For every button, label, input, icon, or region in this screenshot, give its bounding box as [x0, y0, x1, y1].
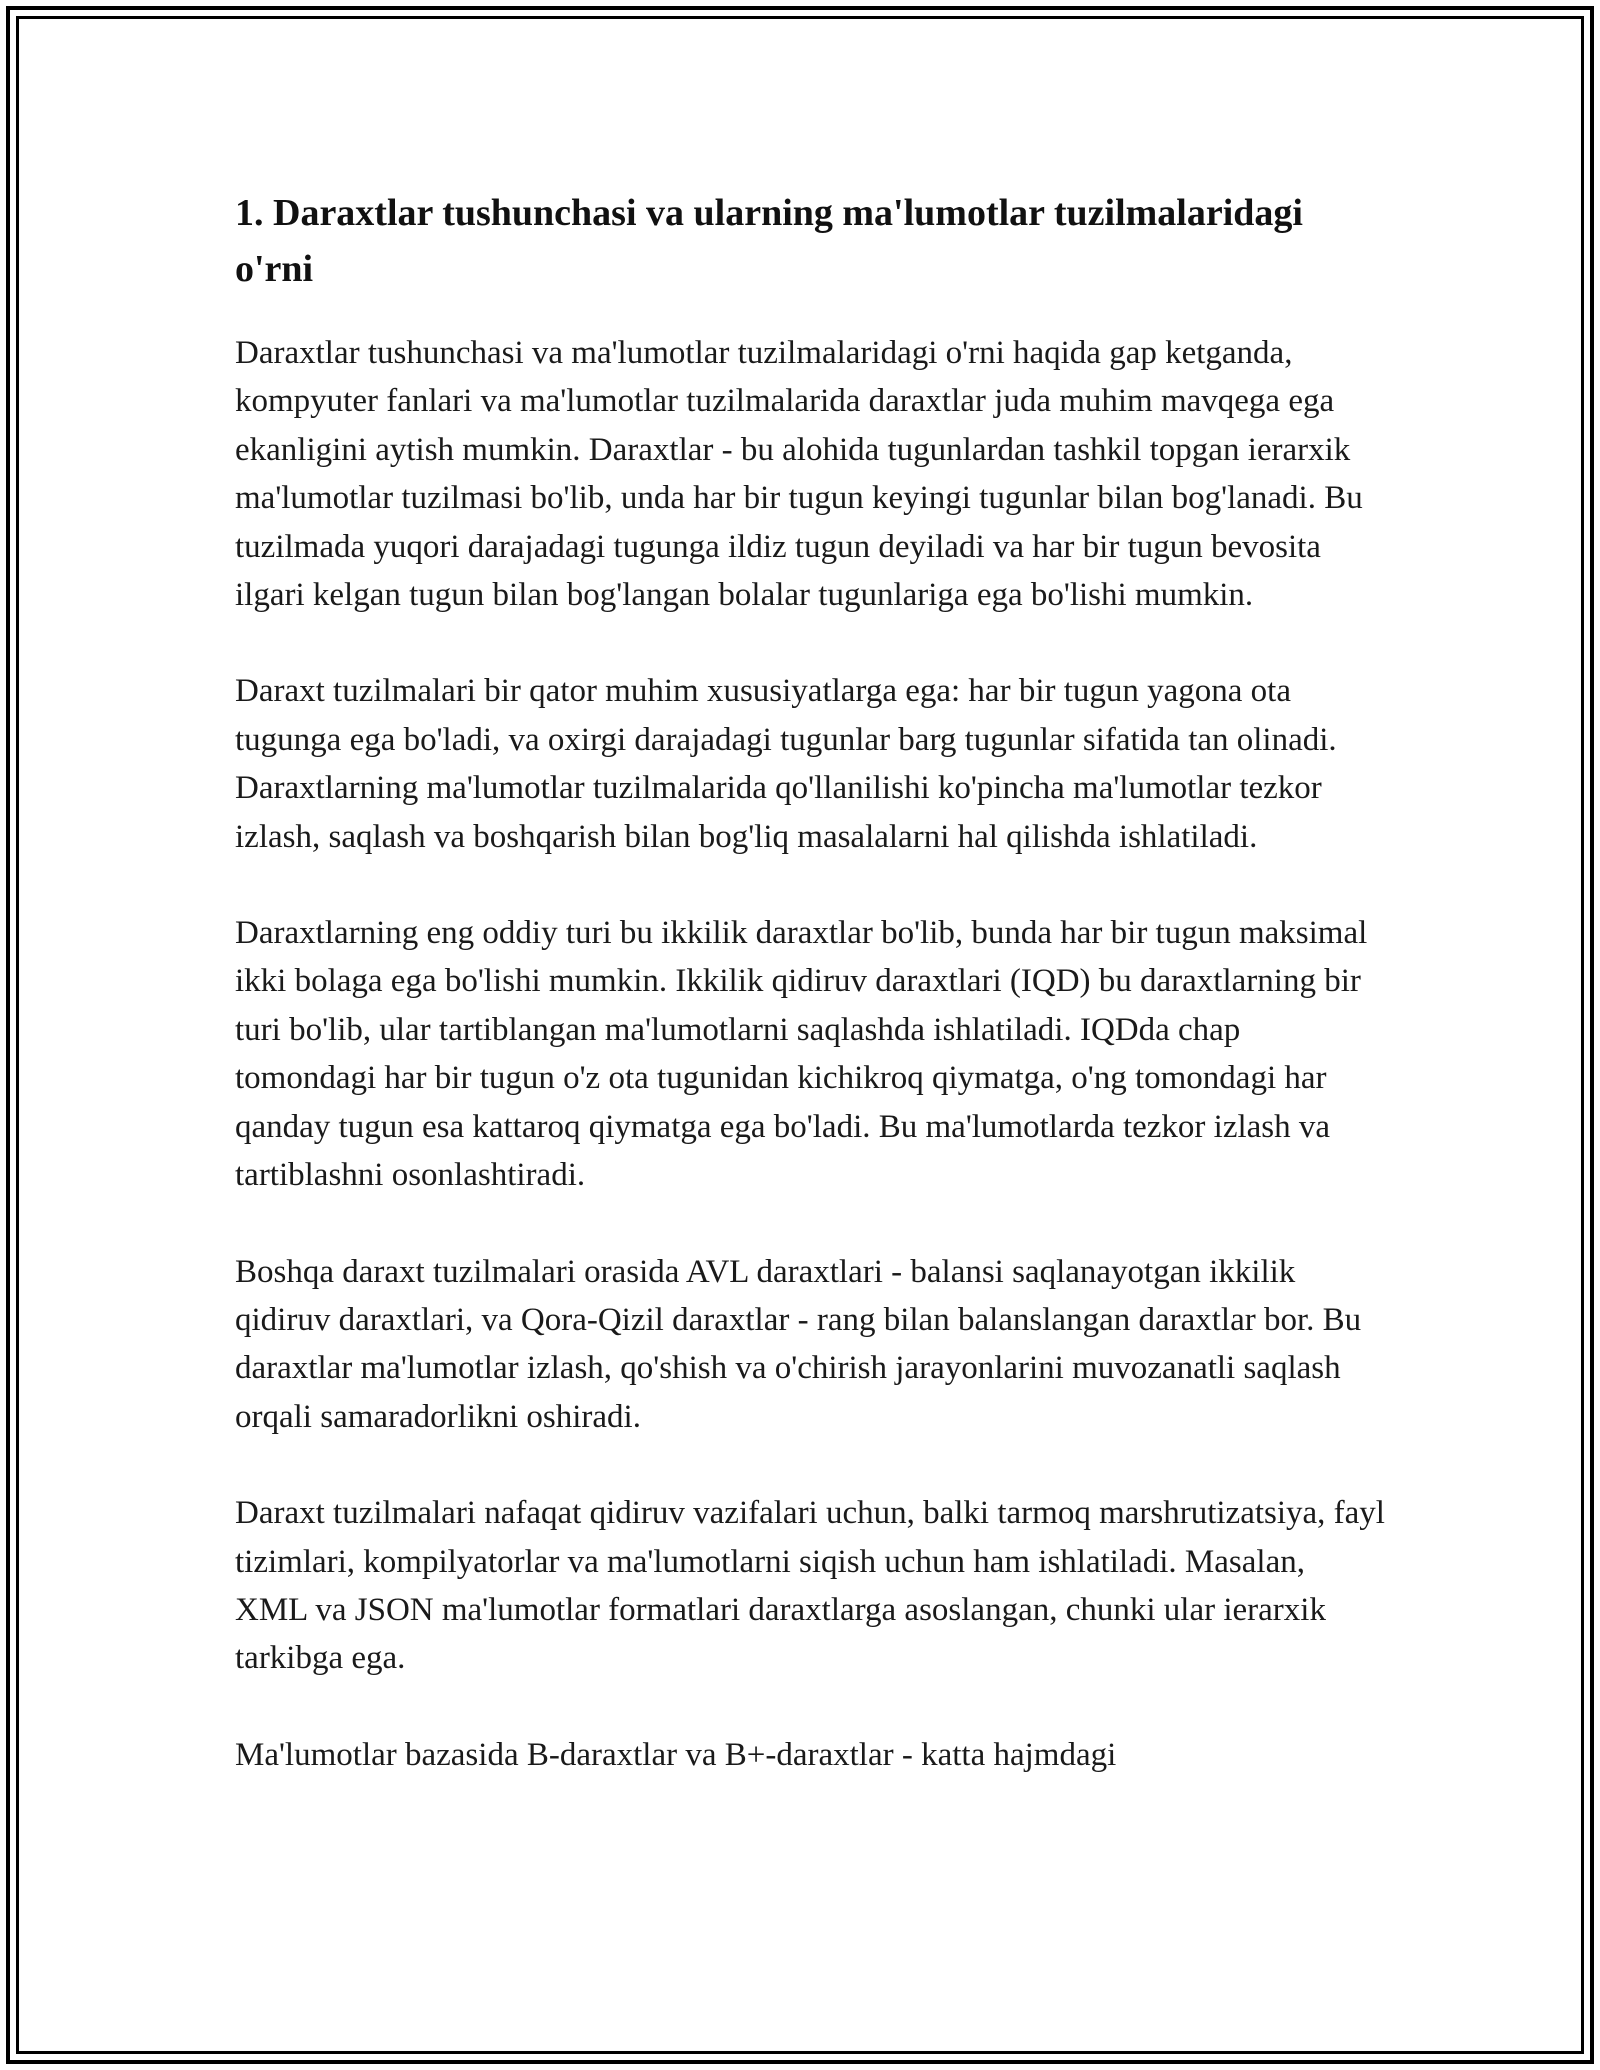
paragraph-2: Daraxt tuzilmalari bir qator muhim xususiyatlarga ega: har bir tugun yagona ota tugunga ega bo'ladi, va oxirgi darajadagi tugunlar barg tugunlar sifatida tan olinadi. Daraxtlarning ma'lumotlar tuzilmalarida qo'llanilishi ko'pincha ma'lumotlar tezkor izlash, saqlash va boshqarish bilan bog'liq masalalarni hal qilishda ishlatiladi.	[235, 673, 1337, 855]
paragraph-6: Ma'lumotlar bazasida B-daraxtlar va B+-daraxtlar - katta hajmdagi	[235, 1736, 1117, 1773]
paragraph-1: Daraxtlar tushunchasi va ma'lumotlar tuzilmalaridagi o'rni haqida gap ketganda, kompyuter fanlari va ma'lumotlar tuzilmalarida daraxtlar juda muhim mavqega ega ekanligini aytish mumkin. Daraxtlar - bu alohida tugunlardan tashkil topgan ierarxik ma'lumotlar tuzilmasi bo'lib, unda har bir tugun keyingi tugunlar bilan bog'lanadi. Bu tuzilmada yuqori darajadagi tugunga ildiz tugun deyiladi va har bir tugun bevosita ilgari kelgan tugun bilan bog'langan bolalar tugunlariga ega bo'lishi mumkin.	[235, 335, 1363, 614]
document-body	[235, 185, 1385, 1827]
paragraph-5: Daraxt tuzilmalari nafaqat qidiruv vazifalari uchun, balki tarmoq marshrutizatsiya, fayl tizimlari, kompilyatorlar va ma'lumotlarni siqish uchun ham ishlatiladi. Masalan, XML va JSON ma'lumotlar formatlari daraxtlarga asoslangan, chunki ular ierarxik tarkibga ega.	[235, 1495, 1385, 1677]
section-heading: 1. Daraxtlar tushunchasi va ularning ma'lumotlar tuzilmalaridagi o'rni	[235, 192, 1303, 290]
paragraph-3: Daraxtlarning eng oddiy turi bu ikkilik daraxtlar bo'lib, bunda har bir tugun maksimal ikki bolaga ega bo'lishi mumkin. Ikkilik qidiruv daraxtlari (IQD) bu daraxtlarning bir turi bo'lib, ular tartiblangan ma'lumotlarni saqlashda ishlatiladi. IQDda chap tomondagi har bir tugun o'z ota tugunidan kichikroq qiymatga, o'ng tomondagi har qanday tugun esa kattaroq qiymatga ega bo'ladi. Bu ma'lumotlarda tezkor izlash va tartiblashni osonlashtiradi.	[235, 915, 1368, 1194]
paragraph-4: Boshqa daraxt tuzilmalari orasida AVL daraxtlari - balansi saqlanayotgan ikkilik qidiruv daraxtlari, va Qora-Qizil daraxtlar - rang bilan balanslangan daraxtlar bor. Bu daraxtlar ma'lumotlar izlash, qo'shish va o'chirish jarayonlarini muvozanatli saqlash orqali samaradorlikni oshiradi.	[235, 1253, 1362, 1435]
